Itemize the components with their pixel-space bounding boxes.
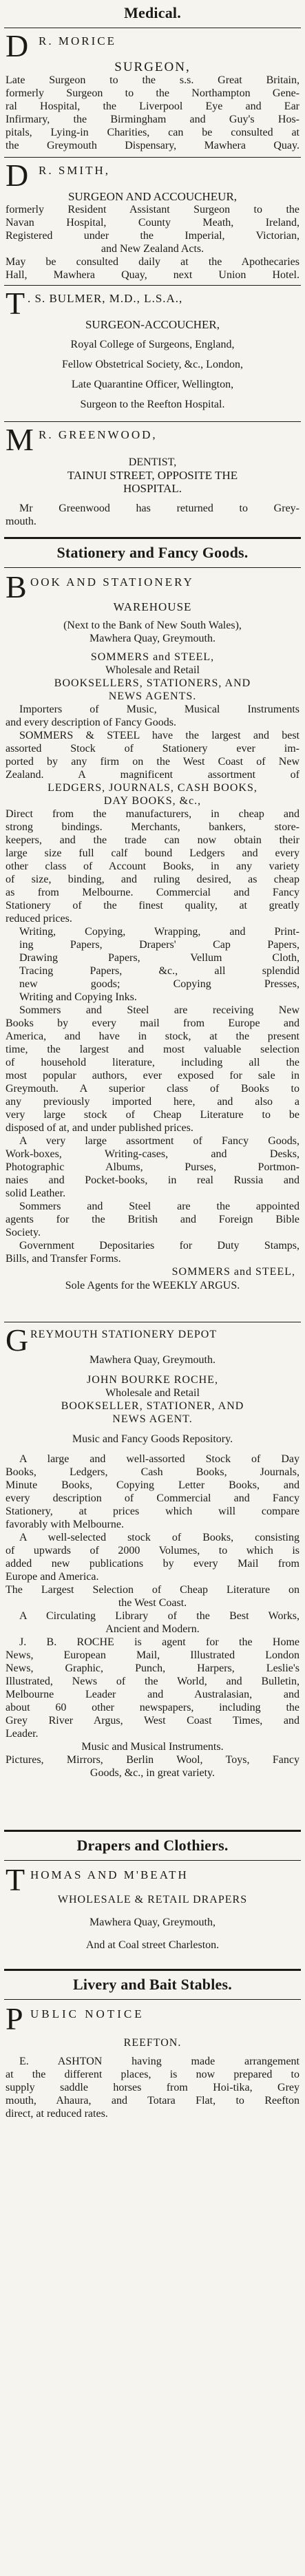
drop-cap: M xyxy=(6,422,34,457)
ad-line: formerly Resident Assistant Surgeon to the xyxy=(6,204,299,215)
ad-line: as from Melbourne. Commercial and Fancy xyxy=(6,887,299,898)
ad-line: Direct from the manufacturers, in cheap and xyxy=(6,808,299,820)
ad-dr-smith xyxy=(0,158,305,282)
ad-line: large size full calf bound Ledgers and every xyxy=(6,847,299,859)
ad-line: DAY BOOKS, &c., xyxy=(103,795,202,807)
ad-line: Tracing Papers, &c., all splendid xyxy=(19,965,299,977)
ad-line: the West Coast. xyxy=(118,1597,187,1609)
ad-line: agents for the British and Foreign Bible xyxy=(6,1214,299,1225)
ad-line: every description of Commercial and Fancy xyxy=(6,1492,299,1504)
ad-line: any previously imported here, and also a xyxy=(6,1096,299,1108)
drop-cap: D xyxy=(6,28,29,63)
drop-cap: T xyxy=(6,286,25,321)
ad-line: BOOKSELLER, STATIONER, AND xyxy=(61,1400,244,1412)
ad-line: Stationery of the finest quality, at greatly xyxy=(6,900,299,911)
ad-title: SURGEON, xyxy=(114,60,191,74)
ad-thomas-and-mbeath xyxy=(0,1862,305,1952)
ad-line: May be consulted daily at the Apothecaries xyxy=(6,256,299,268)
ad-line: ported by any firm on the West Coast of New xyxy=(6,756,299,768)
divider xyxy=(4,537,301,539)
ad-title: SURGEON AND ACCOUCHEUR, xyxy=(67,190,238,203)
ad-sommers-and-steel xyxy=(0,569,305,1292)
ad-line: of upwards of 2000 Volumes, to which is xyxy=(6,1545,299,1556)
ad-line: the Greymouth Dispensary, Mawhera Quay. xyxy=(6,140,299,151)
section-heading-medical: Medical. xyxy=(124,4,181,21)
ad-title: WAREHOUSE xyxy=(113,600,192,613)
ad-line: Melbourne Leader and Australasian, and xyxy=(6,1689,299,1700)
ad-heading: R. MORICE xyxy=(39,34,116,47)
ad-line: new goods; Copying Presses, xyxy=(19,978,299,990)
ad-line: News, European Mail, Illustrated London xyxy=(6,1649,299,1661)
ad-line: Royal College of Surgeons, England, xyxy=(70,339,235,350)
ad-line: Mr Greenwood has returned to Grey- xyxy=(19,503,299,514)
ad-line: Fellow Obstetrical Society, &c., London, xyxy=(62,359,243,370)
ad-line: SOMMERS & STEEL have the largest and best xyxy=(19,730,299,741)
ad-line: Ancient and Modern. xyxy=(105,1623,200,1635)
ad-heading: R. SMITH, xyxy=(39,164,110,177)
ad-line: Hall, Mawhera Quay, next Union Hotel. xyxy=(6,269,299,281)
ad-line: Mawhera Quay, Greymouth. xyxy=(90,1354,215,1366)
divider xyxy=(4,285,301,286)
drop-cap: B xyxy=(6,569,27,604)
ad-line: Sommers and Steel are the appointed xyxy=(19,1201,299,1212)
ad-line: Music and Fancy Goods Repository. xyxy=(72,1433,233,1445)
ad-line: and every description of Fancy Goods. xyxy=(6,717,176,728)
divider xyxy=(4,1969,301,1971)
ad-line: Registered under the Imperial, Victorian, xyxy=(6,230,299,242)
divider xyxy=(4,567,301,568)
ad-line: Europe and America. xyxy=(6,1571,99,1583)
ad-line: And at Coal street Charleston. xyxy=(85,1939,220,1951)
ad-line: pitals, Lying-in Charities, can be consulted at xyxy=(6,127,299,138)
ad-line: NEWS AGENT. xyxy=(112,1413,193,1425)
ad-header xyxy=(0,569,305,604)
ad-line: Greymouth. A superior class of Books to xyxy=(6,1083,299,1095)
ad-line: of size, binding, and ruling desired, as cheap xyxy=(6,874,299,885)
ad-header xyxy=(0,1322,305,1358)
ad-heading: OOK AND STATIONERY xyxy=(30,576,194,589)
ad-line: A very large assortment of Fancy Goods, xyxy=(19,1135,299,1147)
ad-line: Work-boxes, Writing-cases, and Desks, xyxy=(6,1148,299,1160)
ad-line: Books, Ledgers, Cash Books, Journals, xyxy=(6,1466,299,1478)
ad-line: Society. xyxy=(6,1227,41,1238)
ad-line: of household literature, including all the xyxy=(6,1057,299,1068)
divider xyxy=(4,1860,301,1861)
ad-line: HOSPITAL. xyxy=(123,482,182,495)
ad-line: disposed of at, and under published prices. xyxy=(6,1122,193,1134)
ad-line: about 60 other newspapers, including the xyxy=(6,1702,299,1713)
ad-line: America, and have in stock, at the present xyxy=(6,1031,299,1042)
ad-line: NEWS AGENTS. xyxy=(108,690,197,702)
ad-line: Writing, Copying, Wrapping, and Print- xyxy=(19,926,299,938)
drop-cap: D xyxy=(6,158,29,193)
ad-line: J. B. ROCHE is agent for the Home xyxy=(19,1636,299,1648)
divider xyxy=(4,421,301,422)
ad-line: Goods, &c., in great variety. xyxy=(90,1767,215,1779)
ad-header xyxy=(0,1862,305,1897)
ad-line: Books by every mail from Europe and xyxy=(6,1017,299,1029)
ad-line: mouth. xyxy=(6,516,36,527)
ad-line: very large stock of Cheap Literature to be xyxy=(6,1109,299,1121)
ad-title: DENTIST, xyxy=(128,456,177,468)
ad-line: Minute Books, Copying Letter Books, and xyxy=(6,1479,299,1491)
divider xyxy=(4,1999,301,2000)
ad-line: Drawing Papers, Vellum Cloth, xyxy=(19,952,299,964)
ad-line: Importers of Music, Musical Instruments xyxy=(19,704,299,715)
ad-heading: UBLIC NOTICE xyxy=(30,2007,145,2020)
ad-line: E. ASHTON having made arrangement xyxy=(19,2056,299,2067)
ad-line: Sommers and Steel are receiving New xyxy=(19,1004,299,1016)
ad-line: (Next to the Bank of New South Wales), xyxy=(63,620,242,631)
ad-line: keepers, and the trade can now obtain their xyxy=(6,834,299,846)
divider xyxy=(4,1830,301,1832)
ad-line: favorably with Melbourne. xyxy=(6,1519,124,1530)
ad-line: naies and Pocket-books, in real Russia and xyxy=(6,1174,299,1186)
ad-line: A large and well-assorted Stock of Day xyxy=(19,1453,299,1465)
ad-line: Pictures, Mirrors, Berlin Wool, Toys, Fancy xyxy=(6,1754,299,1766)
ad-line: Late Quarantine Officer, Wellington, xyxy=(71,379,234,390)
ad-line: Wholesale and Retail xyxy=(105,664,200,676)
ad-signature: SOMMERS and STEEL, xyxy=(171,1266,295,1278)
ad-line: TAINUI STREET, OPPOSITE THE xyxy=(67,469,238,482)
ad-heading: REYMOUTH STATIONERY DEPOT xyxy=(30,1329,218,1340)
ad-firm: JOHN BOURKE ROCHE, xyxy=(87,1374,218,1386)
ad-line: formerly Surgeon to the Northampton Gene- xyxy=(6,87,299,99)
ad-title: WHOLESALE & RETAIL DRAPERS xyxy=(57,1894,248,1905)
ad-line: News, Graphic, Punch, Harpers, Leslie's xyxy=(6,1662,299,1674)
ad-greymouth-stationery-depot xyxy=(0,1322,305,1780)
ad-line: Sole Agents for the WEEKLY ARGUS. xyxy=(65,1280,240,1291)
ad-line: A Circulating Library of the Best Works, xyxy=(19,1610,299,1622)
ad-header xyxy=(0,28,305,63)
ad-line: Zealand. A magnificent assortment of xyxy=(6,769,299,781)
ad-line: Writing and Copying Inks. xyxy=(19,991,137,1003)
ad-public-notice-ashton xyxy=(0,2001,305,2120)
ad-firm: SOMMERS and STEEL, xyxy=(90,651,215,663)
ad-line: Navan Hospital, County Meath, Ireland, xyxy=(6,217,299,229)
ad-dr-morice xyxy=(0,28,305,152)
ad-header xyxy=(0,286,305,321)
ad-heading: R. GREENWOOD, xyxy=(39,428,158,441)
ad-line: solid Leather. xyxy=(6,1187,66,1199)
ad-line: time, the largest and most valuable selection xyxy=(6,1044,299,1055)
ad-line: strong bindings. Merchants, bankers, store- xyxy=(6,821,299,833)
ad-line: LEDGERS, JOURNALS, CASH BOOKS, xyxy=(48,782,257,794)
ad-header xyxy=(0,158,305,193)
drop-cap: G xyxy=(6,1322,29,1358)
ad-line: Late Surgeon to the s.s. Great Britain, xyxy=(6,74,299,86)
ad-line: Government Depositaries for Duty Stamps, xyxy=(19,1240,299,1252)
ad-heading: HOMAS AND M'BEATH xyxy=(30,1868,189,1881)
ad-line: Mawhera Quay, Greymouth, xyxy=(90,1917,215,1928)
ad-title: SURGEON-ACCOUCHER, xyxy=(85,318,220,331)
ad-line: Mawhera Quay, Greymouth. xyxy=(90,633,215,644)
ad-bulmer xyxy=(0,286,305,411)
ad-line: Grey River Argus, West Coast Times, and xyxy=(6,1715,299,1727)
ad-line: Wholesale and Retail xyxy=(105,1387,200,1399)
ad-line: ral Hospital, the Liverpool Eye and Ear xyxy=(6,101,299,112)
ad-line: Surgeon to the Reefton Hospital. xyxy=(80,399,225,410)
ad-line: The Largest Selection of Cheap Literature on xyxy=(6,1584,299,1596)
ad-line: A well-selected stock of Books, consisting xyxy=(19,1532,299,1543)
ad-line: Infirmary, the Birmingham and Guy's Hos- xyxy=(6,114,299,125)
ad-line: and New Zealand Acts. xyxy=(101,243,204,255)
ad-header xyxy=(0,422,305,457)
section-heading-drapers: Drapers and Clothiers. xyxy=(76,1837,229,1854)
ad-line: Illustrated, News of the World, and Bulletin, xyxy=(6,1676,299,1687)
section-heading-livery: Livery and Bait Stables. xyxy=(73,1976,232,1993)
drop-cap: P xyxy=(6,2001,23,2036)
ad-line: reduced prices. xyxy=(6,913,72,925)
ad-line: added new publications by every Mail from xyxy=(6,1558,299,1570)
ad-line: Bills, and Transfer Forms. xyxy=(6,1253,121,1265)
ad-line: at the different places, is now prepared to xyxy=(6,2069,299,2080)
ad-greenwood xyxy=(0,422,305,528)
ad-heading: . S. BULMER, M.D., L.S.A., xyxy=(28,292,183,305)
ad-line: direct, at reduced rates. xyxy=(6,2108,108,2120)
ad-header xyxy=(0,2001,305,2036)
ad-line: ing Papers, Drapers' Cap Papers, xyxy=(19,939,299,951)
ad-line: assorted Stock of Stationery ever im- xyxy=(6,743,299,754)
ad-line: most popular authors, ever exposed for sale in xyxy=(6,1070,299,1081)
ad-line: BOOKSELLERS, STATIONERS, AND xyxy=(54,677,251,689)
drop-cap: T xyxy=(6,1862,25,1897)
ad-line: Music and Musical Instruments. xyxy=(81,1741,224,1753)
ad-line: other class of Account Books, in any variety xyxy=(6,861,299,872)
divider xyxy=(4,157,301,158)
ad-line: Photographic Albums, Purses, Portmon- xyxy=(6,1161,299,1173)
ad-line: Stationery, at prices which will compare xyxy=(6,1506,299,1517)
ad-line: Leader. xyxy=(6,1728,39,1740)
ad-line: supply saddle horses from Hoi-tika, Grey xyxy=(6,2082,299,2093)
ad-line: REEFTON. xyxy=(123,2037,182,2049)
ad-line: mouth, Ahaura, and Totara Flat, to Reefton xyxy=(6,2095,299,2107)
section-heading-stationery: Stationery and Fancy Goods. xyxy=(56,544,249,561)
